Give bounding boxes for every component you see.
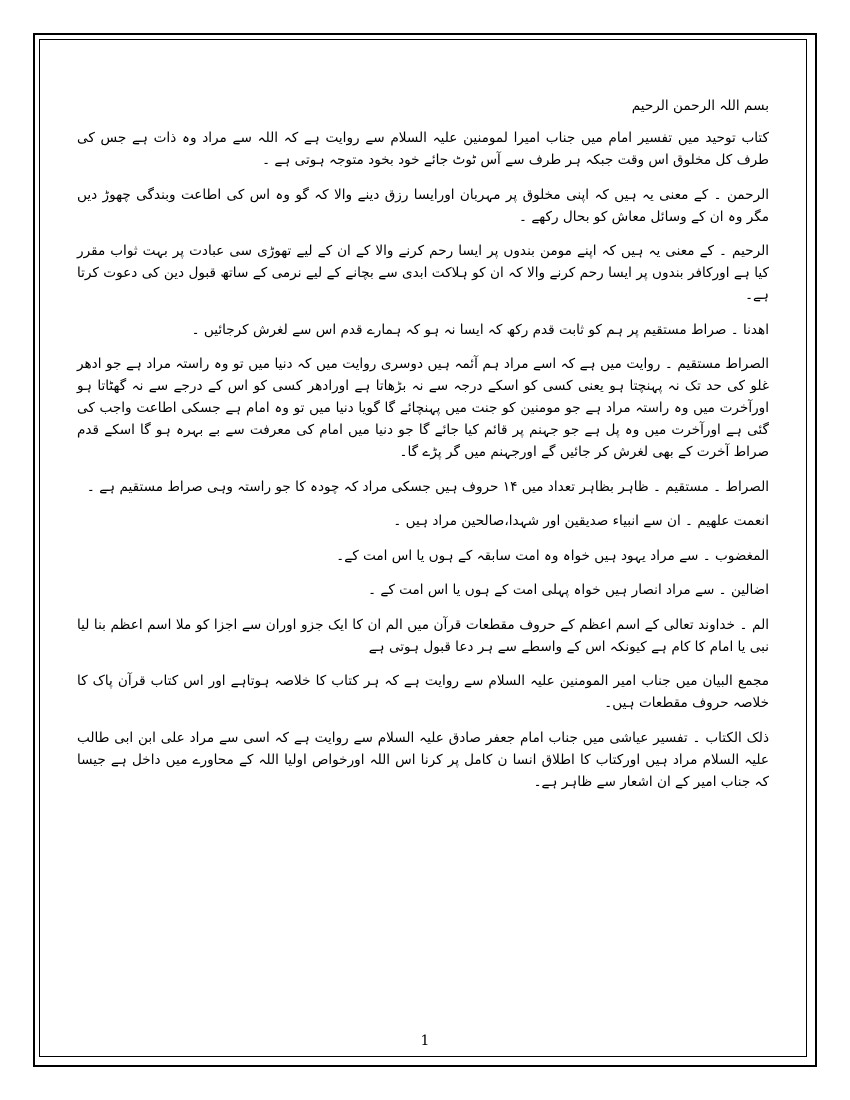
- paragraph-dhalleen: اضالین ۔ سے مراد انصار ہیں خواہ پہلی امت کے ہوں یا اس امت کے ۔: [368, 582, 769, 598]
- bismillah-heading: بسم اللہ الرحمن الرحیم: [631, 98, 769, 114]
- paragraph-majma-ul-bayan: مجمع البیان میں جناب امیر المومنین علیہ السلام سے روایت ہے کہ ہر کتاب کا خلاصہ ہوتاہے اور اس کتاب قرآن پاک کا خلاصہ حروف مقطعات ہیں۔: [77, 673, 769, 711]
- document-body: [77, 95, 769, 805]
- page-number: 1: [420, 1033, 430, 1049]
- paragraph-anamta: انعمت علھیم ۔ ان سے انبیاء صدیقین اور شہدا،صالحین مراد ہیں ۔: [393, 513, 769, 529]
- paragraph-sirat-letters: الصراط ۔ مستقیم ۔ ظاہر بظاہر تعداد میں ۱۴ حروف ہیں جسکی مراد کہ چودہ کا جو راستہ وہی صراط مستقیم ہے ۔: [86, 478, 769, 495]
- paragraph-sirat-mustaqeem: الصراط مستقیم ۔ روایت میں ہے کہ اسے مراد ہم آئمہ ہیں دوسری روایت میں کہ دنیا میں تو وہ راستہ مراد ہے جو ادھر غلو کی حد تک نہ پہنچتا ہو یعنی کسی کو اسکے درجہ سے نہ بڑھاتا ہے اورادھر کسی کو اس کے درجے سے نہ گھٹاتا ہو اورآخرت میں وہ راستہ مراد ہے جو مومنین کو جنت میں پہنچائے گا گویا دنیا میں تو وہ امام ہے جسکی اطاعت واجب کی گئی ہے اورآخرت میں وہ پل ہے جو جہنم پر قائم کیا جائے گا جو دنیا میں امام کی معرفت سے بے بہرہ ہو گا اسکے قدم صراط آخرت کے بھی لغرش کر جائیں گے اورجہنم میں گر پڑے گا۔: [77, 356, 769, 460]
- paragraph-tawheed: کتاب توحید میں تفسیر امام میں جناب امیرا لمومنین علیہ السلام سے روایت ہے کہ اللہ سے مراد وہ ذات ہے جس کی طرف کل مخلوق اس وقت جبکہ ہر طرف سے آس ٹوٹ جائے خود بخود متوجہ ہوتی ہے ۔: [77, 130, 769, 168]
- paragraph-dhalikal-kitab: ذلک الکتاب ۔ تفسیر عیاشی میں جناب امام جعفر صادق علیہ السلام سے روایت ہے کہ اسی سے مراد علی ابن ابی طالب علیہ السلام مراد ہیں اورکتاب کا اطلاق انسا ن کامل پر کرنا اس اللہ اورخواص اولیا اللہ کے محاورے میں داخل ہے جیسا کہ جناب امیر کے ان اشعار سے ظاہر ہے۔: [77, 729, 769, 790]
- paragraph-ihdina: اھدنا ۔ صراط مستقیم پر ہم کو ثابت قدم رکھ کہ ایسا نہ ہو کہ ہمارے قدم اس سے لغرش کرجائیں ۔: [191, 321, 769, 338]
- paragraph-rahman: الرحمن ۔ کے معنی یہ ہیں کہ اپنی مخلوق پر مہربان اورایسا رزق دینے والا کہ گو وہ اس کی اطاعت وبندگی چھوڑ دیں مگر وہ ان کے وسائل معاش کو بحال رکھے ۔: [77, 186, 769, 225]
- paragraph-alif-lam-meem: الم ۔ خداوند تعالی کے اسم اعظم کے حروف مقطعات قرآن میں الم ان کا ایک جزو اوران سے اجزا کو ملا اسم اعظم بنا لیا نبی یا امام کا کام ہے کیونکہ اس کے واسطے سے ہر دعا قبول ہوتی ہے: [77, 616, 769, 655]
- paragraph-maghdoob: المغضوب ۔ سے مراد یہود ہیں خواہ وہ امت سابقہ کے ہوں یا اس امت کے۔: [336, 547, 769, 564]
- paragraph-raheem: الرحیم ۔ کے معنی یہ ہیں کہ اپنے مومن بندوں پر ایسا رحم کرنے والا کے ان کے لیے تھوڑی سی عبادت پر بہت ثواب مقرر کیا ہے اورکافر بندوں پر ایسا رحم کرنے والا کہ ان کو ہلاکت ابدی سے بچانے کے لیے نرمی کے ساتھ قبول دین کی دعوت کرتا ہے۔: [77, 243, 769, 303]
